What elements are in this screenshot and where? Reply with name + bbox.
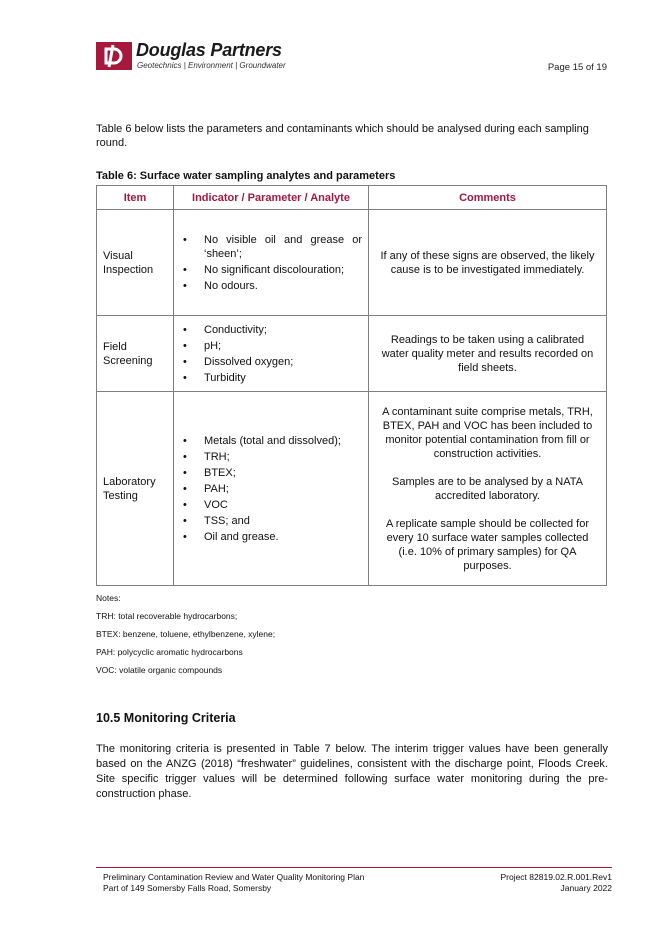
indicator-item: • Metals (total and dissolved); (178, 434, 362, 448)
indicator-item: • VOC (178, 498, 362, 512)
indicator-item: • pH; (178, 339, 362, 353)
row-indicators (174, 210, 369, 316)
indicator-item: • Turbidity (178, 371, 362, 385)
indicator-item: • TSS; and (178, 514, 362, 528)
comment-text: If any of these signs are observed, the likely cause is to be investigated immediately. (380, 249, 595, 276)
indicator-item: • Conductivity; (178, 323, 362, 337)
section-heading: 10.5 Monitoring Criteria (96, 711, 236, 725)
page-number: Page 15 of 19 (547, 62, 607, 73)
note-item: VOC: volatile organic compounds (96, 665, 223, 675)
note-item: TRH: total recoverable hydrocarbons; (96, 611, 238, 621)
table-row (97, 392, 607, 586)
header-comments: Comments (369, 186, 607, 210)
row-comments (369, 316, 607, 392)
row-comments (369, 392, 607, 586)
table-header-row (97, 186, 607, 210)
note-item: BTEX: benzene, toluene, ethylbenzene, xylene; (96, 629, 276, 639)
row-indicators (174, 392, 369, 586)
section-paragraph: The monitoring criteria is presented in Table 7 below. The interim trigger values have been generally based on the ANZG (2018) “freshwater” guidelines, consistent with the discharge point, Floods Creek. Site specific trigger values will be determined following surface water monitoring during the pre-construction phase. (96, 743, 608, 800)
footer-doc-title: Preliminary Contamination Review and Water Quality Monitoring Plan (103, 872, 365, 882)
indicator-item: • No visible oil and grease or ‘sheen’; (178, 233, 362, 261)
footer-date: January 2022 (560, 883, 612, 893)
row-item: Field Screening (97, 316, 174, 392)
footer-site: Part of 149 Somersby Falls Road, Somersby (103, 883, 272, 893)
table-notes (96, 589, 275, 679)
footer-project-info (500, 872, 612, 894)
table-caption: Table 6: Surface water sampling analytes and parameters (96, 170, 396, 182)
indicator-item: • TRH; (178, 450, 362, 464)
indicator-item: • Dissolved oxygen; (178, 355, 362, 369)
comment-text: A replicate sample should be collected for every 10 surface water samples collected (i.e. 10% of primary samples) for QA purposes. (385, 517, 589, 572)
table-row (97, 210, 607, 316)
indicator-item: • No significant discolouration; (178, 263, 362, 277)
note-item: PAH: polycyclic aromatic hydrocarbons (96, 647, 243, 657)
comment-text: Readings to be taken using a calibrated water quality meter and results recorded on field sheets. (381, 333, 594, 374)
company-tagline: Geotechnics | Environment | Groundwater (137, 61, 286, 70)
dp-logo-icon (96, 42, 132, 70)
footer-divider (96, 867, 612, 868)
row-item: Visual Inspection (97, 210, 174, 316)
intro-paragraph: Table 6 below lists the parameters and contaminants which should be analysed during each sampling round. (96, 123, 589, 149)
indicator-item: • BTEX; (178, 466, 362, 480)
row-indicators (174, 316, 369, 392)
analytes-table (96, 185, 607, 586)
comment-text: Samples are to be analysed by a NATA accredited laboratory. (392, 475, 583, 502)
table-row (97, 316, 607, 392)
indicator-item: • Oil and grease. (178, 530, 362, 544)
row-comments (369, 210, 607, 316)
footer-document-info (103, 872, 364, 894)
header-indicator: Indicator / Parameter / Analyte (174, 186, 369, 210)
footer-project-number: Project 82819.02.R.001.Rev1 (500, 872, 612, 882)
indicator-item: • No odours. (178, 279, 362, 293)
company-name: Douglas Partners (136, 40, 282, 60)
comment-text: A contaminant suite comprise metals, TRH, BTEX, PAH and VOC has been included to monitor potential contamination from fill or construction activities. (382, 405, 593, 460)
notes-heading: Notes: (96, 593, 121, 603)
row-item: Laboratory Testing (97, 392, 174, 586)
company-logo (96, 42, 326, 72)
header-item: Item (97, 186, 174, 210)
indicator-item: • PAH; (178, 482, 362, 496)
